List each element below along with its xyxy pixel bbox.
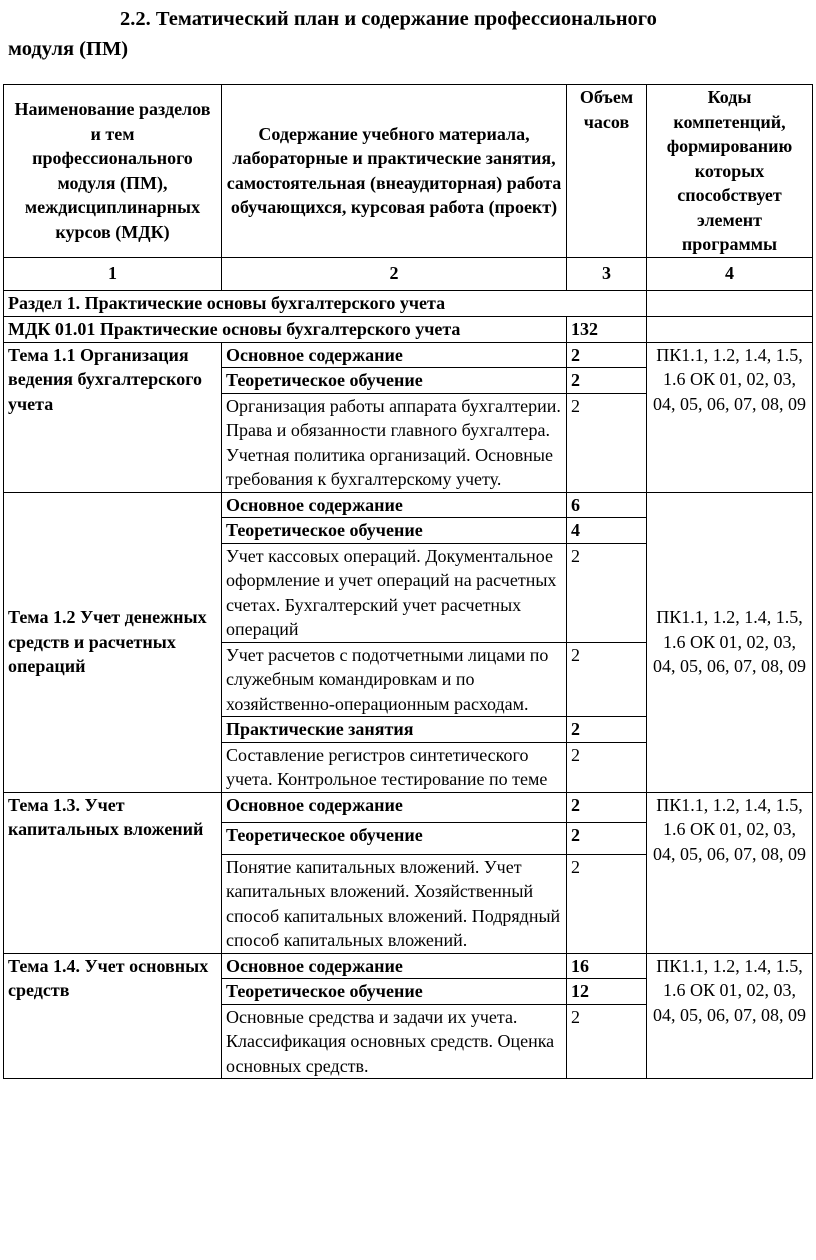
column-numbers-row xyxy=(4,257,813,290)
table-row xyxy=(4,953,813,979)
content-label: Основное содержание xyxy=(222,342,567,368)
title-line-2: модуля (ПМ) xyxy=(8,38,129,60)
competency-codes: ПК1.1, 1.2, 1.4, 1.5, 1.6 ОК 01, 02, 03, 04, 05, 06, 07, 08, 09 xyxy=(647,492,813,792)
mdk-row xyxy=(4,316,813,342)
mdk-hours: 132 xyxy=(567,316,647,342)
thematic-plan-table xyxy=(3,84,813,1079)
section-row xyxy=(4,290,813,316)
table-row xyxy=(4,792,813,822)
column-number: 3 xyxy=(567,257,647,290)
hours-cell: 2 xyxy=(567,342,647,368)
topic-name: Тема 1.1 Организация ведения бухгалтерского учета xyxy=(4,342,222,492)
table-row xyxy=(4,492,813,518)
section-title xyxy=(8,4,808,64)
competency-codes: ПК1.1, 1.2, 1.4, 1.5, 1.6 ОК 01, 02, 03, 04, 05, 06, 07, 08, 09 xyxy=(647,953,813,1079)
hours-cell: 2 xyxy=(567,1004,647,1079)
header-row xyxy=(4,85,813,258)
competency-codes: ПК1.1, 1.2, 1.4, 1.5, 1.6 ОК 01, 02, 03, 04, 05, 06, 07, 08, 09 xyxy=(647,342,813,492)
content-label: Основное содержание xyxy=(222,953,567,979)
content-label: Основное содержание xyxy=(222,792,567,822)
content-text: Учет кассовых операций. Документальное оформление и учет операций на расчетных счетах. Бухгалтерский учет расчетных операций xyxy=(222,543,567,642)
topic-name: Тема 1.3. Учет капитальных вложений xyxy=(4,792,222,953)
content-text: Организация работы аппарата бухгалтерии. Права и обязанности главного бухгалтера. Учетная политика организаций. Основные требования к бухгалтерскому учету. xyxy=(222,393,567,492)
topic-name: Тема 1.4. Учет основных средств xyxy=(4,953,222,1079)
hours-cell: 2 xyxy=(567,368,647,394)
hours-cell: 2 xyxy=(567,642,647,717)
hours-cell: 2 xyxy=(567,792,647,822)
section-label: Раздел 1. Практические основы бухгалтерского учета xyxy=(4,290,647,316)
content-label: Практические занятия xyxy=(222,717,567,743)
hours-cell: 4 xyxy=(567,518,647,544)
column-number: 2 xyxy=(222,257,567,290)
competency-codes: ПК1.1, 1.2, 1.4, 1.5, 1.6 ОК 01, 02, 03, 04, 05, 06, 07, 08, 09 xyxy=(647,792,813,953)
content-label: Теоретическое обучение xyxy=(222,822,567,854)
title-line-1: 2.2. Тематический план и содержание профессионального xyxy=(120,8,657,30)
content-label: Теоретическое обучение xyxy=(222,368,567,394)
header-col-4: Коды компетенций, формированию которых способствует элемент программы xyxy=(647,85,813,258)
empty-cell xyxy=(647,290,813,316)
hours-cell: 12 xyxy=(567,979,647,1005)
column-number: 1 xyxy=(4,257,222,290)
content-text: Основные средства и задачи их учета. Классификация основных средств. Оценка основных средств. xyxy=(222,1004,567,1079)
header-col-1: Наименование разделов и тем профессионального модуля (ПМ), междисциплинарных курсов (МДК) xyxy=(4,85,222,258)
header-col-3: Объем часов xyxy=(567,85,647,258)
hours-cell: 6 xyxy=(567,492,647,518)
hours-cell: 2 xyxy=(567,717,647,743)
hours-cell: 2 xyxy=(567,393,647,492)
hours-cell: 2 xyxy=(567,854,647,953)
header-col-2: Содержание учебного материала, лабораторные и практические занятия, самостоятельная (внеаудиторная) работа обучающихся, курсовая работа (проект) xyxy=(222,85,567,258)
content-text: Понятие капитальных вложений. Учет капитальных вложений. Хозяйственный способ капитальных вложений. Подрядный способ капитальных вложений. xyxy=(222,854,567,953)
empty-cell xyxy=(647,316,813,342)
hours-cell: 2 xyxy=(567,742,647,792)
hours-cell: 2 xyxy=(567,543,647,642)
content-label: Теоретическое обучение xyxy=(222,979,567,1005)
content-label: Основное содержание xyxy=(222,492,567,518)
hours-cell: 2 xyxy=(567,822,647,854)
content-label: Теоретическое обучение xyxy=(222,518,567,544)
topic-name: Тема 1.2 Учет денежных средств и расчетных операций xyxy=(4,492,222,792)
table-row xyxy=(4,342,813,368)
mdk-label: МДК 01.01 Практические основы бухгалтерского учета xyxy=(4,316,567,342)
column-number: 4 xyxy=(647,257,813,290)
content-text: Составление регистров синтетического учета. Контрольное тестирование по теме xyxy=(222,742,567,792)
hours-cell: 16 xyxy=(567,953,647,979)
content-text: Учет расчетов с подотчетными лицами по служебным командировкам и по хозяйственно-операционным расходам. xyxy=(222,642,567,717)
